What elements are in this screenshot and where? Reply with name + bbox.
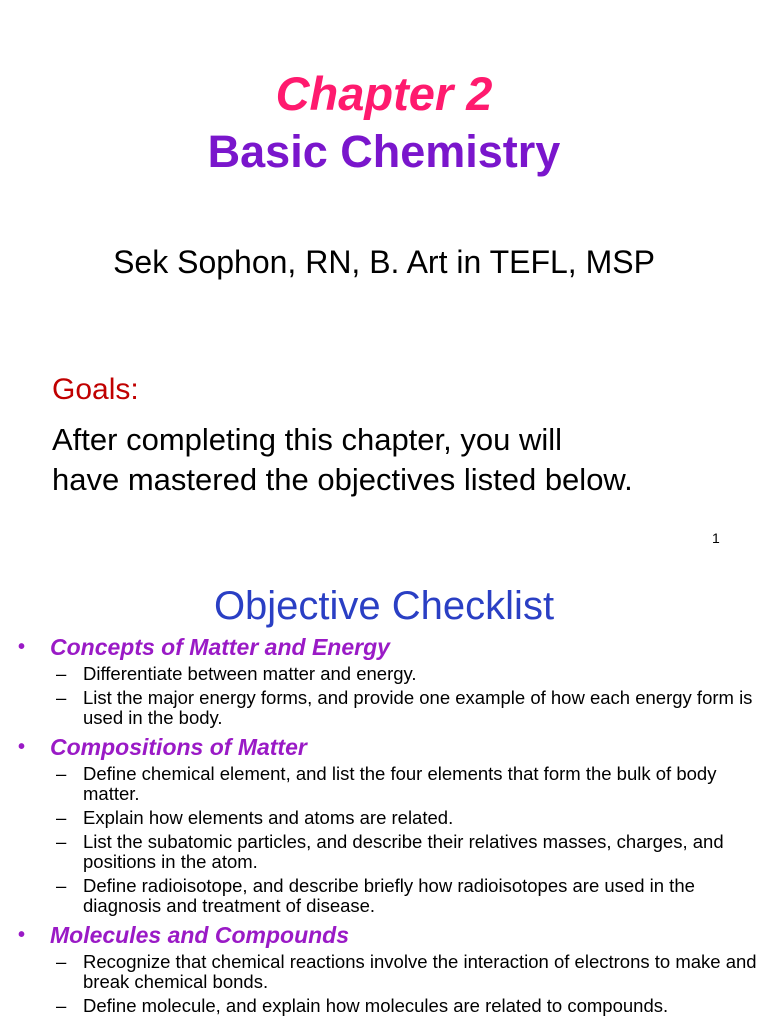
objective-item: [0, 952, 763, 992]
objective-item-text: Differentiate between matter and energy.: [83, 663, 417, 684]
goals-label: Goals:: [52, 373, 139, 406]
objective-list: [0, 632, 768, 1020]
bullet-icon: •: [18, 636, 26, 658]
objective-item: [0, 664, 763, 684]
dash-icon: –: [56, 763, 67, 784]
objective-item: [0, 688, 763, 728]
objective-slide: [0, 560, 768, 1024]
section-heading-text: Concepts of Matter and Energy: [50, 634, 390, 660]
bullet-icon: •: [18, 736, 26, 758]
objective-item: [0, 764, 763, 804]
objective-item: [0, 876, 763, 916]
chapter-title: Chapter 2: [275, 67, 493, 120]
dash-icon: –: [56, 995, 67, 1016]
bullet-icon: •: [18, 924, 26, 946]
objective-section: [0, 732, 768, 916]
chapter-subtitle: Basic Chemistry: [207, 126, 561, 177]
dash-icon: –: [56, 875, 67, 896]
author-line: Sek Sophon, RN, B. Art in TEFL, MSP: [113, 244, 655, 280]
dash-icon: –: [56, 807, 67, 828]
objective-item-text: Recognize that chemical reactions involve the interaction of electrons to make and break chemical bonds.: [83, 951, 757, 992]
objective-section: [0, 632, 768, 728]
objective-item-text: Explain how elements and atoms are related.: [83, 807, 454, 828]
objective-section: [0, 920, 768, 1016]
goals-line: After completing this chapter, you will: [52, 422, 563, 457]
section-heading-text: Compositions of Matter: [50, 734, 307, 760]
section-heading: [0, 632, 768, 662]
objective-item: [0, 832, 763, 872]
objective-item-text: List the major energy forms, and provide one example of how each energy form is used in the body.: [83, 687, 753, 728]
objective-item: [0, 996, 763, 1016]
goals-line: have mastered the objectives listed below.: [52, 462, 633, 497]
objective-item: [0, 808, 763, 828]
section-heading: [0, 920, 768, 950]
dash-icon: –: [56, 831, 67, 852]
section-heading-text: Molecules and Compounds: [50, 922, 350, 948]
dash-icon: –: [56, 663, 67, 684]
section-heading: [0, 732, 768, 762]
objective-item-text: Define molecule, and explain how molecules are related to compounds.: [83, 995, 669, 1016]
objective-item-text: Define radioisotope, and describe briefly how radioisotopes are used in the diagnosis and treatment of disease.: [83, 875, 695, 916]
dash-icon: –: [56, 951, 67, 972]
page-number: 1: [712, 530, 720, 546]
goals-text: [52, 420, 752, 500]
objective-item-text: List the subatomic particles, and describe their relatives masses, charges, and positions in the atom.: [83, 831, 724, 872]
objective-item-text: Define chemical element, and list the four elements that form the bulk of body matter.: [83, 763, 717, 804]
objective-title: Objective Checklist: [213, 584, 555, 628]
dash-icon: –: [56, 687, 67, 708]
